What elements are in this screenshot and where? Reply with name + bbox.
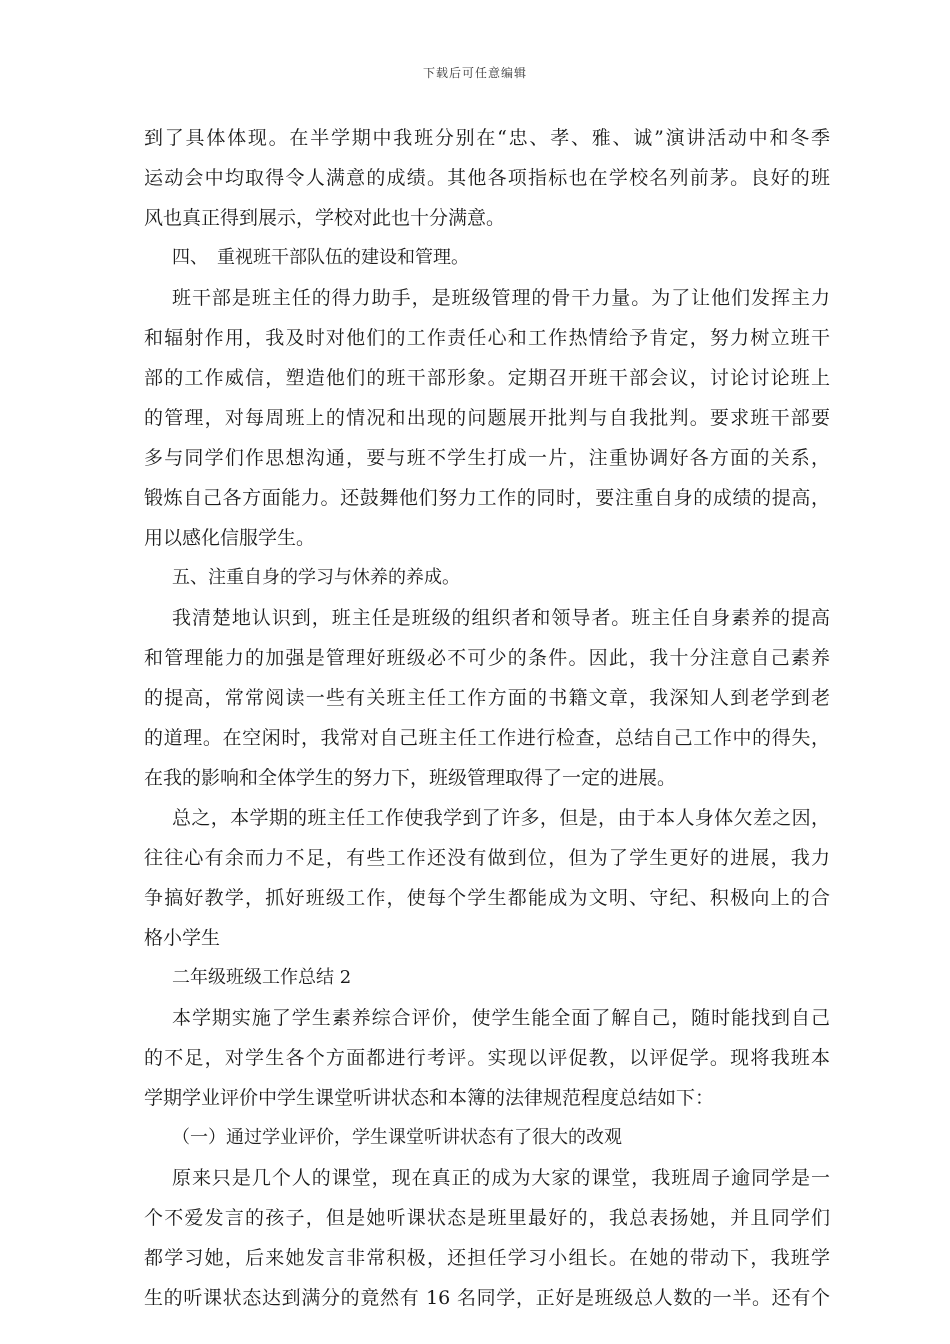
text-line: 争搞好教学，抓好班级工作，使每个学生都能成为文明、守纪、积极向上的合 — [144, 887, 830, 909]
text-line: 和辐射作用，我及时对他们的工作责任心和工作热情给予肯定，努力树立班干 — [144, 327, 830, 349]
text-line: 本学期实施了学生素养综合评价，使学生能全面了解自己，随时能找到自己 — [172, 1007, 830, 1029]
page-header: 下载后可任意编辑 — [422, 66, 527, 80]
text-line: 我清楚地认识到，班主任是班级的组织者和领导者。班主任自身素养的提高 — [172, 607, 830, 629]
text-line: 的提高，常常阅读一些有关班主任工作方面的书籍文章，我深知人到老学到老 — [144, 687, 830, 709]
text-line: 的不足，对学生各个方面都进行考评。实现以评促教，以评促学。现将我班本 — [144, 1047, 830, 1069]
text-line: 个不爱发言的孩子，但是她听课状态是班里最好的，我总表扬她，并且同学们 — [144, 1207, 830, 1229]
section-heading: 四、 重视班干部队伍的建设和管理。 — [172, 247, 469, 268]
section-heading: 五、注重自身的学习与休养的养成。 — [172, 567, 460, 588]
text-line: 的管理，对每周班上的情况和出现的问题展开批判与自我批判。要求班干部要 — [144, 407, 830, 429]
section-heading: 二年级班级工作总结 2 — [172, 967, 352, 988]
text-line: 部的工作威信，塑造他们的班干部形象。定期召开班干部会议，讨论讨论班上 — [144, 367, 830, 389]
text-line: 都学习她，后来她发言非常积极，还担任学习小组长。在她的带动下，我班学 — [144, 1247, 830, 1269]
text-line: 和管理能力的加强是管理好班级必不可少的条件。因此，我十分注意自己素养 — [144, 647, 830, 669]
text-line: 生的听课状态达到满分的竟然有 16 名同学，正好是班级总人数的一半。还有个 — [144, 1287, 830, 1309]
text-line: 到了具体体现。在半学期中我班分别在“忠、孝、雅、诚”演讲活动中和冬季 — [144, 127, 830, 149]
text-line: 锻炼自己各方面能力。还鼓舞他们努力工作的同时，要注重自身的成绩的提高， — [144, 487, 830, 509]
text-line: 多与同学们作思想沟通，要与班不学生打成一片，注重协调好各方面的关系， — [144, 447, 830, 469]
text-line: 风也真正得到展示，学校对此也十分满意。 — [144, 207, 506, 229]
text-line: 原来只是几个人的课堂，现在真正的成为大家的课堂，我班周子逾同学是一 — [172, 1167, 830, 1189]
text-line: 运动会中均取得令人满意的成绩。其他各项指标也在学校名列前茅。良好的班 — [144, 167, 830, 189]
text-line: 班干部是班主任的得力助手，是班级管理的骨干力量。为了让他们发挥主力 — [172, 287, 830, 309]
text-line: 学期学业评价中学生课堂听讲状态和本簿的法律规范程度总结如下： — [144, 1087, 715, 1109]
section-heading: （一）通过学业评价，学生课堂听讲状态有了很大的改观 — [172, 1127, 622, 1148]
text-line: 的道理。在空闲时，我常对自己班主任工作进行检查，总结自己工作中的得失， — [144, 727, 830, 749]
text-line: 总之，本学期的班主任工作使我学到了许多，但是，由于本人身体欠差之因， — [172, 807, 830, 829]
text-line: 格小学生 — [144, 927, 221, 949]
text-line: 往往心有余而力不足，有些工作还没有做到位，但为了学生更好的进展，我力 — [144, 847, 830, 869]
document-body — [144, 118, 830, 1318]
text-line: 在我的影响和全体学生的努力下，班级管理取得了一定的进展。 — [144, 767, 677, 789]
text-line: 用以感化信服学生。 — [144, 527, 316, 549]
